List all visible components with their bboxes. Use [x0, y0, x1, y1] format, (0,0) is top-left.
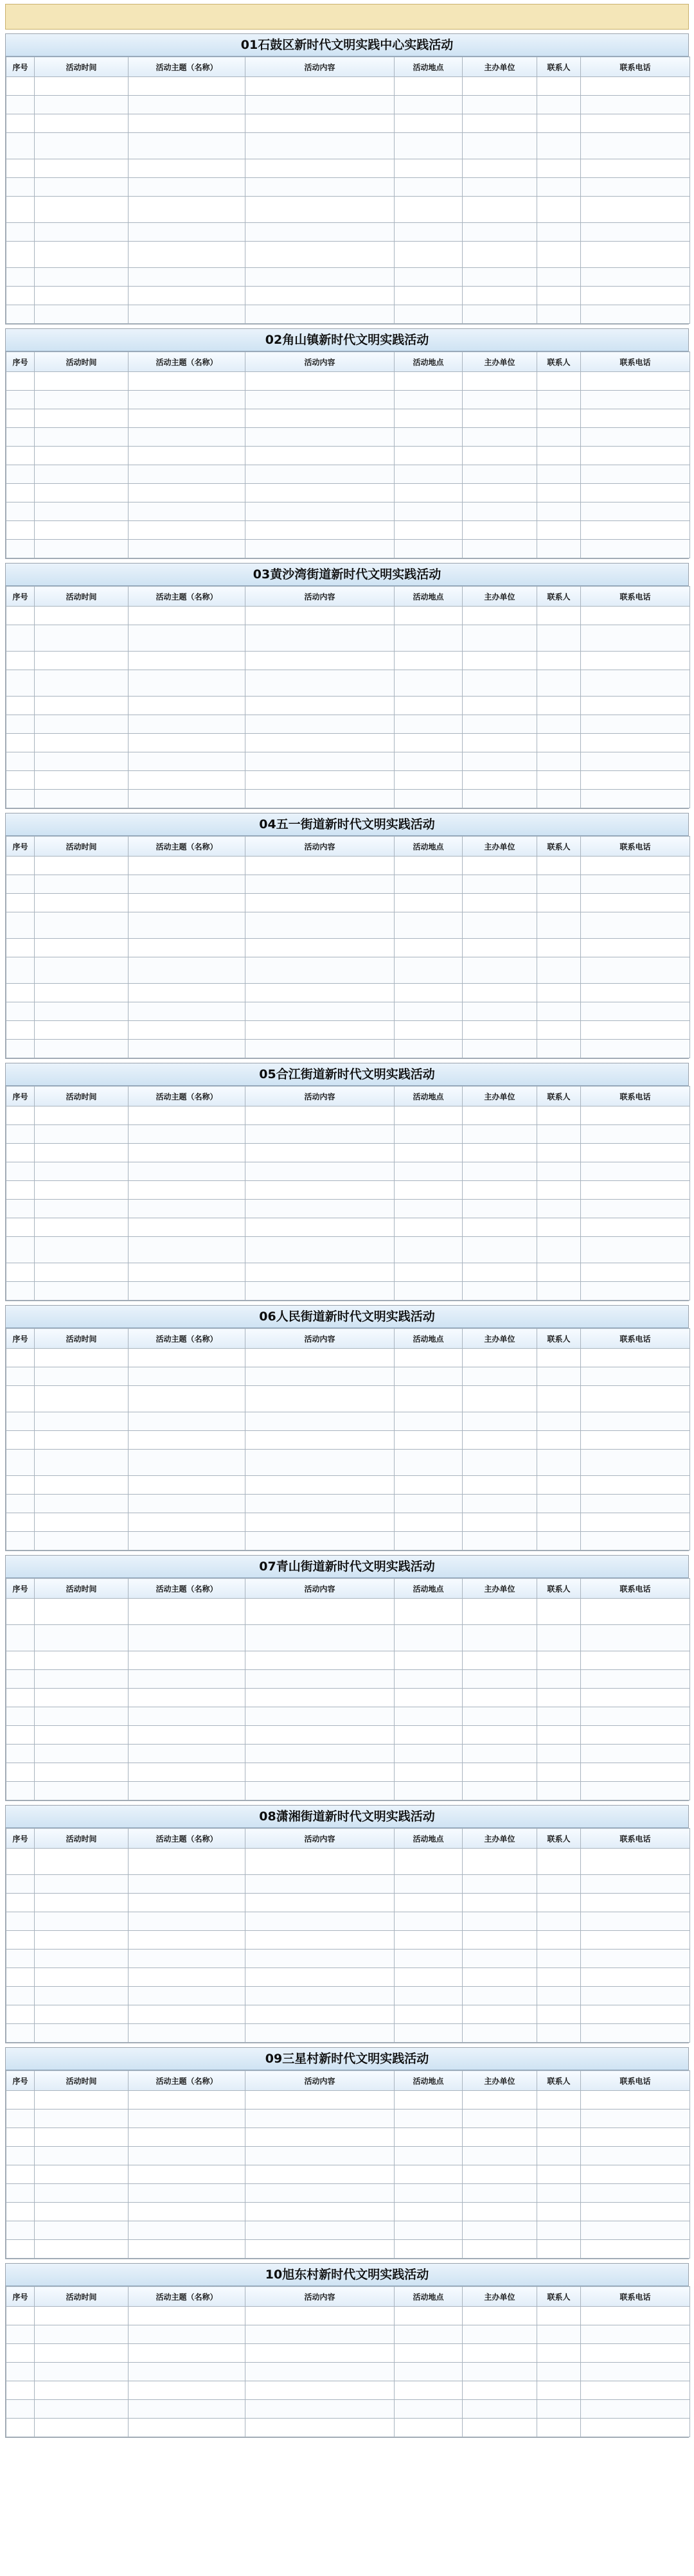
col-header-topic: 活动主题（名称） [129, 1829, 245, 1849]
col-header-time: 活动时间 [35, 1579, 129, 1599]
col-header-phone: 联系电话 [581, 2287, 690, 2307]
table-row [6, 1782, 690, 1800]
section-03 [5, 563, 689, 809]
col-header-time: 活动时间 [35, 57, 129, 77]
table-header-row [6, 57, 690, 77]
col-header-time: 活动时间 [35, 837, 129, 857]
section-title: 06人民街道新时代文明实践活动 [6, 1306, 688, 1328]
table-row [6, 2184, 690, 2203]
col-header-topic: 活动主题（名称） [129, 2287, 245, 2307]
table-row [6, 1875, 690, 1894]
table-row [6, 670, 690, 697]
col-header-no: 序号 [6, 1829, 35, 1849]
col-header-contact: 联系人 [537, 1329, 581, 1349]
table-header-row [6, 1579, 690, 1599]
table-row [6, 114, 690, 133]
col-header-party: 主办单位 [463, 352, 537, 372]
col-header-place: 活动地点 [395, 2071, 463, 2091]
section-05 [5, 1063, 689, 1301]
col-header-party: 主办单位 [463, 2071, 537, 2091]
col-header-no: 序号 [6, 1579, 35, 1599]
col-header-place: 活动地点 [395, 837, 463, 857]
table-row [6, 428, 690, 447]
col-header-no: 序号 [6, 352, 35, 372]
col-header-no: 序号 [6, 587, 35, 607]
table-row [6, 77, 690, 96]
table-row [6, 984, 690, 1002]
table-row [6, 2147, 690, 2165]
section-10 [5, 2263, 689, 2438]
col-header-contact: 联系人 [537, 1579, 581, 1599]
table-row [6, 1263, 690, 1282]
table-row [6, 1495, 690, 1513]
table-row [6, 957, 690, 984]
col-header-content: 活动内容 [245, 1087, 395, 1106]
col-header-topic: 活动主题（名称） [129, 57, 245, 77]
col-header-contact: 联系人 [537, 2071, 581, 2091]
table-row [6, 133, 690, 159]
col-header-party: 主办单位 [463, 1329, 537, 1349]
table-row [6, 409, 690, 428]
col-header-content: 活动内容 [245, 2071, 395, 2091]
col-header-phone: 联系电话 [581, 57, 690, 77]
col-header-party: 主办单位 [463, 837, 537, 857]
table-row [6, 1625, 690, 1651]
activity-table [6, 586, 690, 808]
table-row [6, 1040, 690, 1058]
table-row [6, 1144, 690, 1162]
table-row [6, 1367, 690, 1386]
col-header-content: 活动内容 [245, 1829, 395, 1849]
table-row [6, 1950, 690, 1968]
table-row [6, 1237, 690, 1263]
col-header-time: 活动时间 [35, 2287, 129, 2307]
section-title: 07青山街道新时代文明实践活动 [6, 1556, 688, 1578]
table-row [6, 1689, 690, 1707]
table-row [6, 875, 690, 894]
section-title: 10旭东村新时代文明实践活动 [6, 2264, 688, 2286]
table-row [6, 2221, 690, 2240]
table-row [6, 1162, 690, 1181]
table-row [6, 1282, 690, 1301]
section-title: 05合江街道新时代文明实践活动 [6, 1063, 688, 1086]
col-header-time: 活动时间 [35, 587, 129, 607]
activity-table [6, 2286, 690, 2437]
table-row [6, 1912, 690, 1931]
section-08 [5, 1805, 689, 2043]
col-header-party: 主办单位 [463, 57, 537, 77]
section-title: 08潇湘街道新时代文明实践活动 [6, 1806, 688, 1828]
col-header-phone: 联系电话 [581, 1087, 690, 1106]
col-header-place: 活动地点 [395, 352, 463, 372]
col-header-place: 活动地点 [395, 1087, 463, 1106]
table-row [6, 540, 690, 558]
col-header-phone: 联系电话 [581, 2071, 690, 2091]
top-banner [5, 4, 689, 30]
col-header-content: 活动内容 [245, 2287, 395, 2307]
col-header-contact: 联系人 [537, 1087, 581, 1106]
table-row [6, 1021, 690, 1040]
col-header-no: 序号 [6, 837, 35, 857]
col-header-party: 主办单位 [463, 2287, 537, 2307]
table-row [6, 465, 690, 484]
table-row [6, 857, 690, 875]
end-margin [5, 2438, 689, 2440]
col-header-place: 活动地点 [395, 2287, 463, 2307]
col-header-place: 活动地点 [395, 1579, 463, 1599]
table-header-row [6, 837, 690, 857]
table-row [6, 2344, 690, 2363]
table-row [6, 752, 690, 771]
table-row [6, 1651, 690, 1670]
col-header-phone: 联系电话 [581, 352, 690, 372]
table-row [6, 1726, 690, 1745]
table-row [6, 96, 690, 114]
table-row [6, 2381, 690, 2400]
table-row [6, 1450, 690, 1476]
table-row [6, 223, 690, 242]
table-row [6, 1670, 690, 1689]
table-row [6, 521, 690, 540]
table-row [6, 2024, 690, 2043]
table-row [6, 268, 690, 287]
table-row [6, 502, 690, 521]
table-row [6, 2110, 690, 2128]
col-header-place: 活动地点 [395, 1329, 463, 1349]
table-header-row [6, 1829, 690, 1849]
col-header-topic: 活动主题（名称） [129, 587, 245, 607]
table-row [6, 1002, 690, 1021]
activity-table [6, 1328, 690, 1550]
section-title: 04五一街道新时代文明实践活动 [6, 813, 688, 836]
table-row [6, 2165, 690, 2184]
col-header-phone: 联系电话 [581, 837, 690, 857]
col-header-content: 活动内容 [245, 352, 395, 372]
table-row [6, 790, 690, 808]
table-row [6, 771, 690, 790]
col-header-time: 活动时间 [35, 352, 129, 372]
table-row [6, 894, 690, 912]
col-header-place: 活动地点 [395, 57, 463, 77]
col-header-place: 活动地点 [395, 1829, 463, 1849]
table-row [6, 197, 690, 223]
col-header-time: 活动时间 [35, 1829, 129, 1849]
table-row [6, 178, 690, 197]
col-header-content: 活动内容 [245, 1579, 395, 1599]
col-header-time: 活动时间 [35, 2071, 129, 2091]
table-row [6, 2363, 690, 2381]
table-row [6, 1849, 690, 1875]
table-row [6, 652, 690, 670]
table-row [6, 2203, 690, 2221]
table-header-row [6, 1329, 690, 1349]
col-header-topic: 活动主题（名称） [129, 1087, 245, 1106]
section-02 [5, 328, 689, 559]
table-row [6, 1707, 690, 1726]
col-header-topic: 活动主题（名称） [129, 2071, 245, 2091]
col-header-party: 主办单位 [463, 1087, 537, 1106]
section-09 [5, 2047, 689, 2259]
col-header-contact: 联系人 [537, 837, 581, 857]
section-06 [5, 1305, 689, 1551]
section-title: 02角山镇新时代文明实践活动 [6, 329, 688, 351]
table-row [6, 1200, 690, 1218]
table-row [6, 2240, 690, 2259]
table-row [6, 305, 690, 324]
table-row [6, 1106, 690, 1125]
table-row [6, 734, 690, 752]
table-row [6, 2005, 690, 2024]
table-row [6, 939, 690, 957]
col-header-content: 活动内容 [245, 587, 395, 607]
table-row [6, 715, 690, 734]
table-row [6, 1476, 690, 1495]
activity-table [6, 1578, 690, 1800]
col-header-party: 主办单位 [463, 1829, 537, 1849]
col-header-place: 活动地点 [395, 587, 463, 607]
table-row [6, 912, 690, 939]
col-header-party: 主办单位 [463, 587, 537, 607]
table-header-row [6, 2071, 690, 2091]
col-header-topic: 活动主题（名称） [129, 1329, 245, 1349]
col-header-party: 主办单位 [463, 1579, 537, 1599]
table-header-row [6, 587, 690, 607]
table-row [6, 447, 690, 465]
section-04 [5, 813, 689, 1059]
table-row [6, 1763, 690, 1782]
col-header-contact: 联系人 [537, 2287, 581, 2307]
table-row [6, 607, 690, 625]
table-row [6, 1894, 690, 1912]
table-row [6, 2419, 690, 2437]
col-header-phone: 联系电话 [581, 1829, 690, 1849]
col-header-content: 活动内容 [245, 837, 395, 857]
table-row [6, 159, 690, 178]
activity-table [6, 57, 690, 324]
col-header-topic: 活动主题（名称） [129, 837, 245, 857]
table-row [6, 2128, 690, 2147]
col-header-contact: 联系人 [537, 352, 581, 372]
table-row [6, 1513, 690, 1532]
col-header-no: 序号 [6, 2071, 35, 2091]
table-row [6, 1931, 690, 1950]
section-title: 01石鼓区新时代文明实践中心实践活动 [6, 34, 688, 57]
table-row [6, 1181, 690, 1200]
table-row [6, 2307, 690, 2325]
col-header-content: 活动内容 [245, 1329, 395, 1349]
activity-table [6, 351, 690, 558]
table-row [6, 697, 690, 715]
col-header-contact: 联系人 [537, 587, 581, 607]
table-row [6, 1349, 690, 1367]
table-row [6, 2400, 690, 2419]
col-header-topic: 活动主题（名称） [129, 352, 245, 372]
table-header-row [6, 2287, 690, 2307]
table-row [6, 1599, 690, 1625]
activity-table [6, 1086, 690, 1301]
table-row [6, 1218, 690, 1237]
table-header-row [6, 1087, 690, 1106]
table-row [6, 1987, 690, 2005]
col-header-phone: 联系电话 [581, 1579, 690, 1599]
col-header-contact: 联系人 [537, 1829, 581, 1849]
section-title: 03黄沙湾街道新时代文明实践活动 [6, 564, 688, 586]
table-row [6, 1745, 690, 1763]
section-01 [5, 33, 689, 324]
col-header-no: 序号 [6, 1087, 35, 1106]
table-row [6, 625, 690, 652]
col-header-content: 活动内容 [245, 57, 395, 77]
table-row [6, 1125, 690, 1144]
activity-table [6, 836, 690, 1058]
table-row [6, 1412, 690, 1431]
col-header-topic: 活动主题（名称） [129, 1579, 245, 1599]
table-row [6, 391, 690, 409]
col-header-phone: 联系电话 [581, 587, 690, 607]
col-header-no: 序号 [6, 2287, 35, 2307]
section-title: 09三星村新时代文明实践活动 [6, 2048, 688, 2070]
table-row [6, 2325, 690, 2344]
activity-table [6, 2070, 690, 2259]
table-row [6, 242, 690, 268]
table-row [6, 1968, 690, 1987]
table-row [6, 287, 690, 305]
table-row [6, 1386, 690, 1412]
activity-table [6, 1828, 690, 2043]
table-header-row [6, 352, 690, 372]
col-header-time: 活动时间 [35, 1087, 129, 1106]
table-row [6, 372, 690, 391]
table-row [6, 2091, 690, 2110]
table-row [6, 1532, 690, 1550]
col-header-contact: 联系人 [537, 57, 581, 77]
col-header-no: 序号 [6, 1329, 35, 1349]
table-row [6, 1431, 690, 1450]
col-header-phone: 联系电话 [581, 1329, 690, 1349]
col-header-time: 活动时间 [35, 1329, 129, 1349]
table-row [6, 484, 690, 502]
col-header-no: 序号 [6, 57, 35, 77]
section-07 [5, 1555, 689, 1801]
